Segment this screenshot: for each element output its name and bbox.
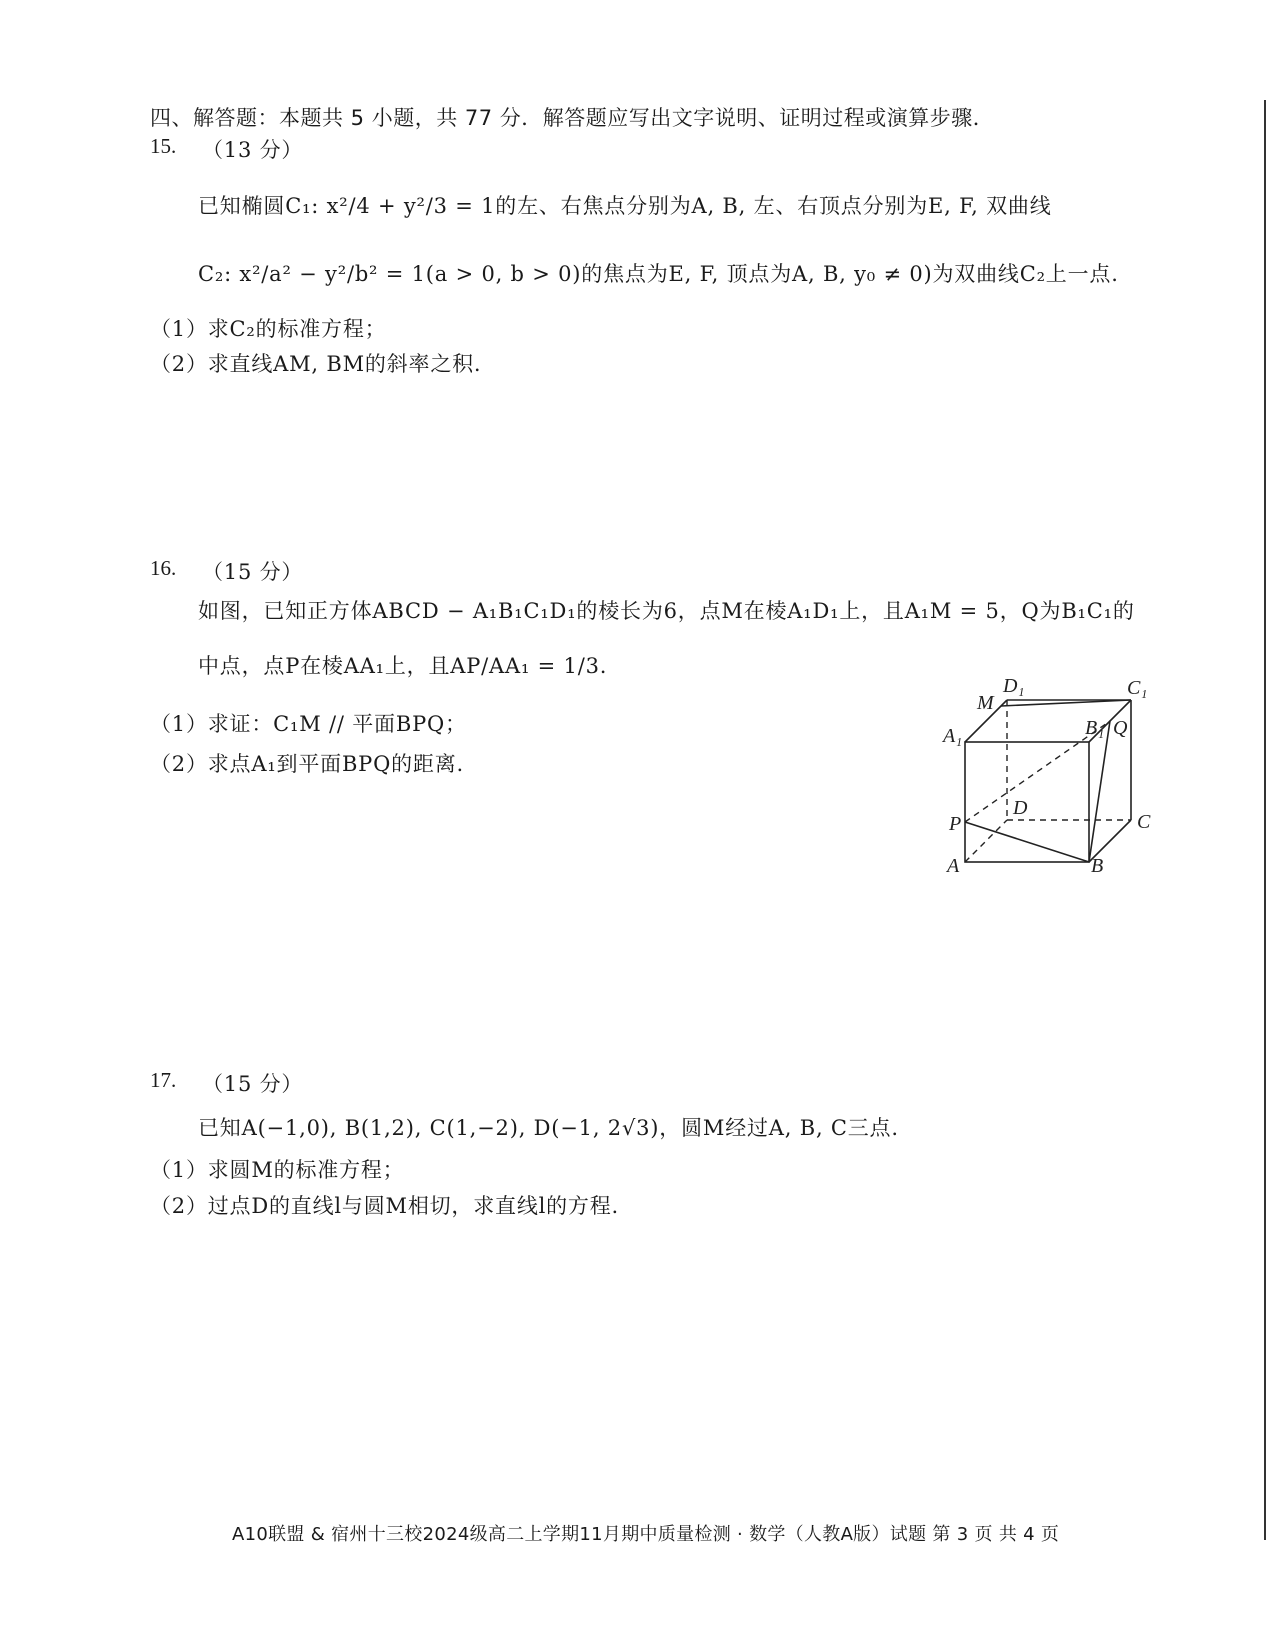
q16-number: 16. bbox=[150, 556, 177, 580]
q15-part1: （1）求C₂的标准方程； bbox=[150, 317, 387, 341]
q15-statement-line2: C₂: x²/a² − y²/b² = 1(a > 0, b > 0)的焦点为E, F, 顶点为A, B, y₀ ≠ 0)为双曲线C₂上一点. bbox=[198, 262, 1119, 286]
q16-part1: （1）求证：C₁M // 平面BPQ； bbox=[150, 712, 467, 736]
label-d1: D₁ bbox=[1003, 675, 1025, 697]
edge-a-d-hidden bbox=[965, 820, 1007, 862]
q15-part2: （2）求直线AM, BM的斜率之积. bbox=[150, 352, 482, 376]
label-m: M bbox=[977, 692, 994, 714]
page-border-line bbox=[1264, 100, 1266, 1540]
label-c1: C₁ bbox=[1127, 677, 1148, 699]
q15-score: （13 分） bbox=[202, 138, 304, 162]
q16-score: （15 分） bbox=[202, 560, 304, 584]
page-footer: A10联盟 & 宿州十三校2024级高二上学期11月期中质量检测 · 数学（人教A版）试题 第 3 页 共 4 页 bbox=[232, 1524, 1060, 1545]
q15-statement-line1: 已知椭圆C₁: x²/4 + y²/3 = 1的左、右焦点分别为A, B, 左、右顶点分别为E, F, 双曲线 bbox=[198, 194, 1052, 218]
q16-statement-line1: 如图，已知正方体ABCD − A₁B₁C₁D₁的棱长为6，点M在棱A₁D₁上，且A₁M = 5，Q为B₁C₁的 bbox=[198, 599, 1135, 623]
label-c: C bbox=[1137, 811, 1151, 833]
q17-part1: （1）求圆M的标准方程； bbox=[150, 1158, 405, 1182]
label-b1: B₁ bbox=[1085, 717, 1105, 739]
q17-number: 17. bbox=[150, 1068, 177, 1092]
q16-statement-line2: 中点，点P在棱AA₁上，且AP/AA₁ = 1/3. bbox=[198, 654, 608, 678]
q15-number: 15. bbox=[150, 134, 177, 158]
label-a1: A₁ bbox=[943, 725, 963, 747]
label-p: P bbox=[949, 813, 962, 835]
cube-figure bbox=[943, 672, 1195, 892]
label-b: B bbox=[1091, 855, 1104, 877]
q17-score: （15 分） bbox=[202, 1072, 304, 1096]
label-q: Q bbox=[1113, 717, 1128, 739]
q17-statement-line1: 已知A(−1,0), B(1,2), C(1,−2), D(−1, 2√3)，圆M经过A, B, C三点. bbox=[198, 1116, 899, 1140]
q16-part2: （2）求点A₁到平面BPQ的距离. bbox=[150, 752, 464, 776]
line-p-b bbox=[965, 822, 1089, 862]
line-m-c1 bbox=[1001, 700, 1131, 706]
section-header: 四、解答题：本题共 5 小题，共 77 分．解答题应写出文字说明、证明过程或演算步骤． bbox=[150, 106, 995, 130]
label-a: A bbox=[947, 855, 960, 877]
label-d: D bbox=[1013, 797, 1028, 819]
q17-part2: （2）过点D的直线l与圆M相切，求直线l的方程. bbox=[150, 1194, 620, 1218]
line-b-q bbox=[1089, 721, 1110, 862]
